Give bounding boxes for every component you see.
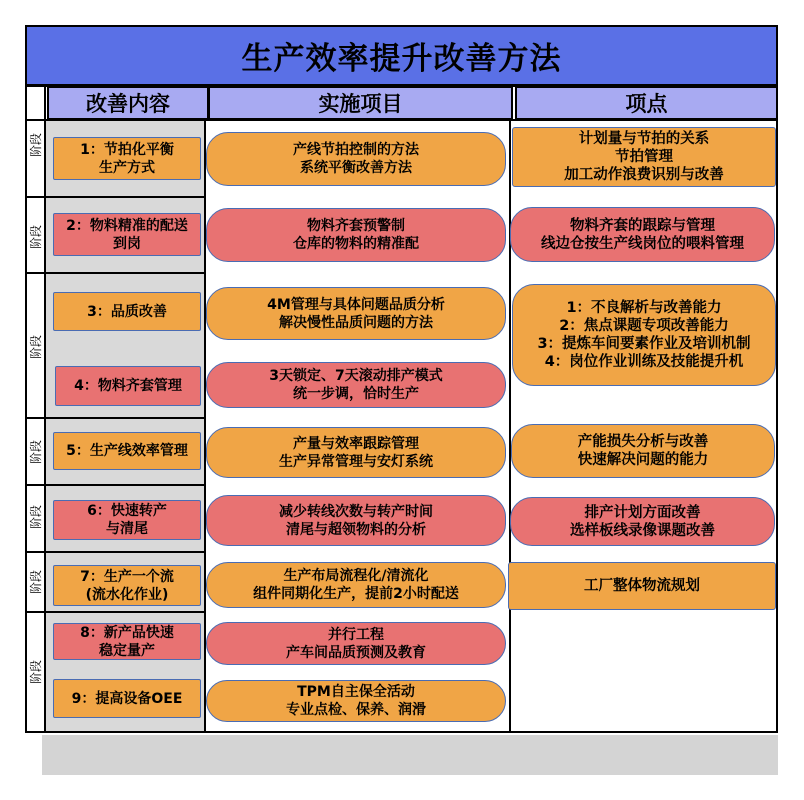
improvement-item xyxy=(53,500,201,540)
project-item-text: 并行工程 产车间品质预测及教育 xyxy=(286,626,426,661)
improvement-item-text: 1：节拍化平衡 生产方式 xyxy=(80,141,174,176)
row-divider xyxy=(25,272,206,274)
stage-label: 阶段 xyxy=(29,505,43,530)
stage-label: 阶段 xyxy=(29,335,43,360)
improvement-item-text: 9：提高设备OEE xyxy=(71,690,183,707)
stage-column-divider xyxy=(44,85,46,732)
stage-label: 阶段 xyxy=(29,133,43,158)
row-divider xyxy=(25,417,206,419)
stage-label: 阶段 xyxy=(29,225,43,250)
key-point-item xyxy=(511,424,775,478)
row-divider xyxy=(25,484,206,486)
project-item-text: 产量与效率跟踪管理 生产异常管理与安灯系统 xyxy=(279,435,433,470)
project-item-text: TPM自主保全活动 专业点检、保养、润滑 xyxy=(286,684,426,718)
project-item xyxy=(206,562,506,608)
project-item-text: 物料齐套预警制 仓库的物料的精准配 xyxy=(293,218,419,252)
project-item xyxy=(206,427,506,478)
project-item xyxy=(206,622,506,665)
project-item-text: 3天锁定、7天滚动排产模式 统一步调，恰时生产 xyxy=(269,368,443,402)
key-point-item xyxy=(510,207,775,262)
stage-label: 阶段 xyxy=(29,440,43,465)
key-point-item xyxy=(508,562,776,610)
improvement-item xyxy=(53,292,201,331)
key-point-item-text: 排产计划方面改善 选样板线录像课题改善 xyxy=(570,504,715,539)
improvement-item xyxy=(55,366,201,406)
project-item xyxy=(206,287,506,340)
project-item xyxy=(206,208,506,262)
project-item xyxy=(206,132,506,186)
improvement-item xyxy=(53,432,201,470)
improvement-item-text: 7：生产一个流 (流水化作业) xyxy=(80,568,174,603)
footer-strip xyxy=(42,735,778,775)
key-point-item-text: 1：不良解析与改善能力 2：焦点课题专项改善能力 3：提炼车间要素作业及培训机制 4：岗位作业训练及技能提升机 xyxy=(537,300,751,370)
key-point-item-text: 计划量与节拍的关系 节拍管理 加工动作浪费识别与改善 xyxy=(564,131,724,183)
project-item-text: 生产布局流程化/清流化 组件同期化生产，提前2小时配送 xyxy=(253,568,459,602)
key-point-item-text: 工厂整体物流规划 xyxy=(584,578,700,594)
key-point-item xyxy=(512,284,776,386)
page-title: 生产效率提升改善方法 xyxy=(241,41,562,77)
header-content-label: 改善内容 xyxy=(86,92,170,116)
project-item-text: 产线节拍控制的方法 系统平衡改善方法 xyxy=(293,142,419,176)
header-content xyxy=(47,86,209,120)
header-points-label: 项点 xyxy=(625,92,668,116)
header-project xyxy=(208,86,513,120)
header-points xyxy=(515,86,778,120)
improvement-item-text: 4：物料齐套管理 xyxy=(74,378,182,394)
key-point-item xyxy=(512,127,776,187)
project-item-text: 4M管理与具体问题品质分析 解决慢性品质问题的方法 xyxy=(267,296,445,331)
title-bar xyxy=(25,25,778,86)
key-point-item-text: 物料齐套的跟踪与管理 线边仓按生产线岗位的喂料管理 xyxy=(541,217,744,252)
improvement-item-text: 5：生产线效率管理 xyxy=(66,443,188,459)
row-divider xyxy=(25,196,206,198)
improvement-item xyxy=(53,213,201,256)
row-divider xyxy=(25,551,206,553)
row-divider xyxy=(25,611,206,613)
project-column-right-border xyxy=(509,120,511,732)
project-item-text: 减少转线次数与转产时间 清尾与超领物料的分析 xyxy=(279,503,433,538)
project-item xyxy=(206,680,506,722)
key-point-item xyxy=(510,497,775,546)
header-project-label: 实施项目 xyxy=(318,92,403,116)
stage-label: 阶段 xyxy=(29,660,43,685)
improvement-item xyxy=(53,137,201,180)
improvement-item xyxy=(53,565,201,606)
improvement-item-text: 3：品质改善 xyxy=(87,303,167,320)
improvement-item-text: 2：物料精准的配送 到岗 xyxy=(66,217,188,252)
improvement-item-text: 6：快速转产 与清尾 xyxy=(87,503,167,537)
improvement-item-text: 8：新产品快速 稳定量产 xyxy=(80,624,174,659)
stage-label: 阶段 xyxy=(29,570,43,595)
improvement-item xyxy=(53,679,201,718)
project-item xyxy=(206,495,506,546)
project-item xyxy=(206,362,506,408)
improvement-item xyxy=(53,623,201,660)
key-point-item-text: 产能损失分析与改善 快速解决问题的能力 xyxy=(577,434,709,468)
